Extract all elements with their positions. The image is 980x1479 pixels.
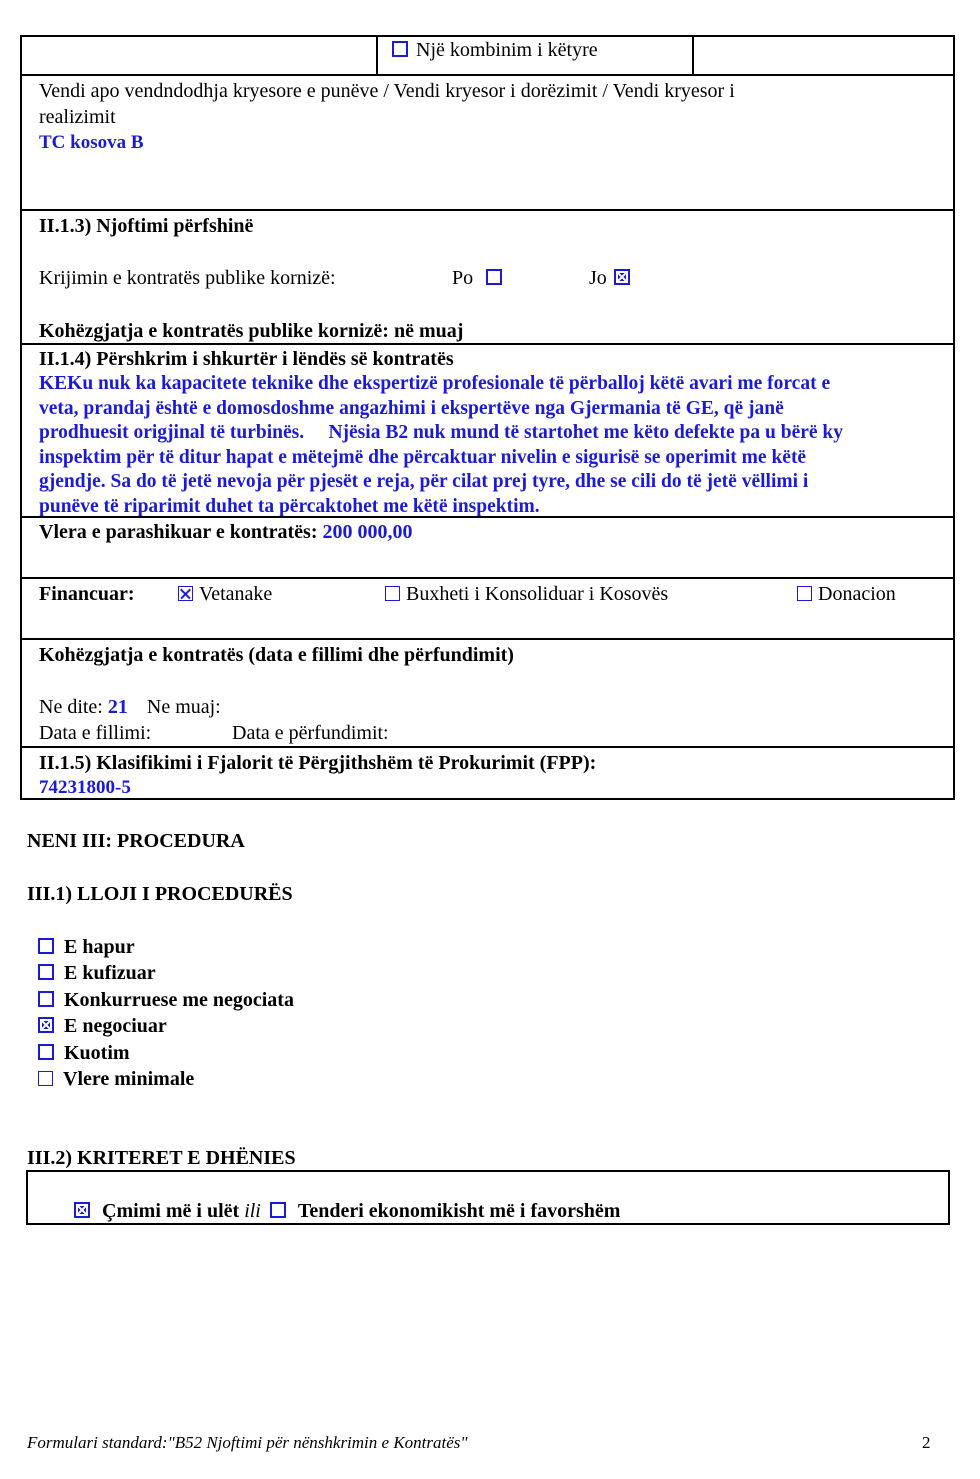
estimated-value-row [39,520,413,544]
checkbox-icon[interactable] [797,586,812,601]
award-option-most-favourable: Tenderi ekonomikisht më i favorshëm [297,1200,621,1222]
financing-own-label: Vetanake [199,583,273,605]
procedure-option [38,1041,294,1067]
short-description-text [39,372,843,519]
footer-form-name: Formulari standard:"B52 Njoftimi për nënshkrimin e Kontratës" [27,1433,468,1452]
checkbox-icon[interactable] [38,1044,54,1060]
location-label-line2: realizimit [39,106,116,128]
yes-label: Po [452,267,474,289]
procedure-type-title: III.1) LLOJI I PROCEDURËS [27,883,293,905]
procedure-option [38,988,294,1014]
award-criteria-title: III.2) KRITERET E DHËNIES [27,1147,296,1169]
checkbox-icon[interactable] [38,938,54,954]
table-divider [20,343,955,345]
description-line: gjendje. Sa do të jetë nevoja për pjesët e reja, për cilat prej tyre, dhe se cili do të jetë vëllimi i [39,471,809,492]
framework-label: Krijimin e kontratës publike kornizë: [39,267,336,289]
table-divider [20,516,955,518]
cpv-heading: II.1.5) Klasifikimi i Fjalorit të Përgjithshëm të Prokurimit (FPP): [39,752,597,774]
financing-donation-label: Donacion [818,583,896,605]
table-divider [376,35,378,75]
framework-no-option [589,266,630,290]
table-divider [20,577,955,579]
award-option-lowest-price: Çmimi më i ulët [102,1200,240,1222]
estimated-value-label: Vlera e parashikuar e kontratës: [39,521,318,543]
procedure-option [38,1014,294,1040]
description-line: punëve të riparimit duhet ta përcaktohet me këtë inspektim. [39,495,540,517]
financing-option-donation [797,582,896,606]
checkbox-icon[interactable] [38,1071,53,1086]
procedure-option-label: E hapur [64,936,135,958]
checkbox-icon[interactable] [38,964,54,980]
checkbox-no-checked-icon[interactable] [614,269,630,285]
procedure-option-label: E negociuar [64,1015,167,1038]
checkbox-icon[interactable] [385,586,400,601]
estimated-value-amount: 200 000,00 [322,521,413,543]
description-line: veta, prandaj është e domosdoshme angazhimi i ekspertëve nga Gjermania të GE, që janë [39,397,784,419]
framework-yes-option [452,266,502,290]
award-connector: ili [244,1200,261,1222]
notice-includes-heading: II.1.3) Njoftimi përfshinë [39,215,254,237]
financing-option-budget [385,582,668,606]
table-divider [20,209,955,211]
location-label-line1: Vendi apo vendndodhja kryesore e punëve / Vendi kryesor i dorëzimit / Vendi kryesor i [39,80,735,102]
contract-duration-heading: Kohëzgjatja e kontratës (data e fillimi dhe përfundimit) [39,644,514,666]
procedure-option-label: Kuotim [64,1041,130,1064]
short-description-heading: II.1.4) Përshkrim i shkurtër i lëndës së kontratës [39,348,454,370]
checkbox-yes-icon[interactable] [486,269,502,285]
procedure-option [38,1067,294,1093]
combination-label: Një kombinim i këtyre [416,39,598,61]
procedure-option-label: E kufizuar [64,962,156,985]
table-divider [20,74,955,76]
framework-duration-label: Kohëzgjatja e kontratës publike kornizë: në muaj [39,320,464,342]
table-divider [20,746,955,748]
location-value: TC kosova B [39,132,144,153]
days-label: Ne dite: [39,696,103,718]
no-label: Jo [589,267,607,289]
checkbox-checked-icon[interactable] [74,1202,90,1218]
cpv-code: 74231800-5 [39,777,131,798]
months-label: Ne muaj: [146,696,221,718]
financing-option-own [178,582,272,606]
financing-label: Financuar: [39,583,135,605]
procedure-option-label: Vlere minimale [63,1067,195,1090]
days-value: 21 [107,696,128,718]
end-date-label: Data e përfundimit: [232,722,389,744]
duration-days-row [39,695,221,719]
description-line: KEKu nuk ka kapacitete teknike dhe ekspertizë profesionale të përballoj këtë avari me forcat e [39,373,831,394]
description-line: prodhuesit origjinal të turbinës. Njësia B2 nuk mund të startohet me këto defekte pa u bërë ky [39,422,844,443]
procedure-option [38,935,294,961]
award-criteria-options [74,1199,620,1223]
table-divider [20,638,955,640]
section-procedure-title: NENI III: PROCEDURA [27,830,245,852]
checkbox-icon[interactable] [270,1202,286,1218]
table-divider [692,35,694,75]
checkbox-checked-icon[interactable] [38,1017,54,1033]
procedure-type-list [38,935,294,1093]
footer-page-number: 2 [922,1433,931,1452]
financing-budget-label: Buxheti i Konsoliduar i Kosovës [406,583,669,605]
procedure-option [38,961,294,987]
start-date-label: Data e fillimi: [39,722,152,744]
checkbox-icon[interactable] [38,991,54,1007]
checkbox-icon[interactable] [392,41,408,57]
procedure-option-label: Konkurruese me negociata [64,988,294,1011]
description-line: inspektim për të ditur hapat e mëtejmë dhe përcaktuar nivelin e sigurisë se operimit me këtë [39,446,807,468]
combination-option [392,38,598,62]
checkbox-checked-icon[interactable] [178,586,193,601]
